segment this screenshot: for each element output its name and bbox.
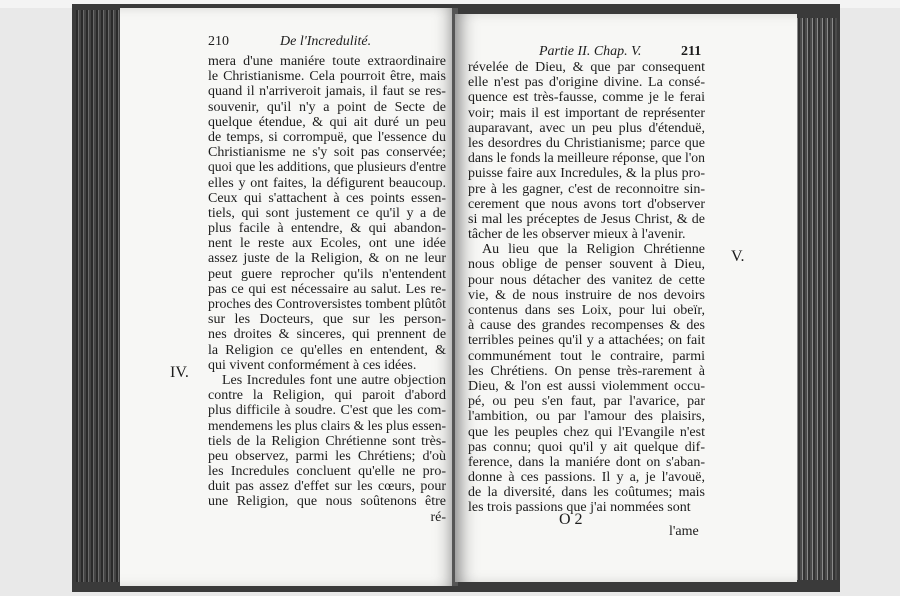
- text-line-content: les trois passions que j'ai nommées sont: [468, 500, 691, 516]
- text-line: [208, 449, 446, 464]
- margin-section-number: IV.: [170, 364, 189, 381]
- text-line: [468, 106, 705, 121]
- text-line: [468, 485, 705, 500]
- text-line-content: quence est très-fausse, comme je le ferai: [468, 90, 705, 106]
- text-line: [208, 145, 446, 160]
- text-line: [468, 303, 705, 318]
- text-line-content: le Christianisme. Cela pourroit être, mais: [208, 69, 447, 85]
- page-number: 210: [208, 34, 229, 49]
- text-line: [208, 419, 446, 434]
- text-line: [208, 176, 446, 191]
- text-line: [468, 318, 705, 333]
- text-block: [208, 54, 446, 525]
- text-line: [468, 379, 705, 394]
- text-line-content: elle n'est pas d'origine divine. La consé-: [468, 75, 705, 91]
- text-line-content: quand il n'arriveroit jamais, il faut se res-: [208, 84, 446, 100]
- text-line-content: Dieu, & l'on est aussi violemment occu-: [468, 378, 706, 394]
- catchword: l'ame: [669, 524, 699, 539]
- text-line: [208, 358, 446, 373]
- right-page: [455, 14, 797, 582]
- text-line: [468, 90, 705, 105]
- text-line: [468, 182, 705, 197]
- text-line-content: Au lieu que la Religion Chrétienne: [482, 242, 706, 258]
- text-line: [208, 236, 446, 251]
- text-line: [468, 166, 705, 181]
- text-line: [468, 257, 705, 272]
- page-edges-right: [795, 18, 837, 580]
- text-line-content: les Chrétiens. On pense très-rarement à: [468, 363, 705, 379]
- text-line-content: l'ambition, ou par l'amour des plaisirs,: [468, 409, 705, 425]
- text-line: [208, 297, 446, 312]
- text-line-content: donne à ces passions. Il y a, je l'avouë,: [468, 470, 706, 486]
- text-line-content: nes droites & sinceres, qui prennent de: [208, 327, 447, 343]
- text-line-content: plus difficile à soudre. C'est que les com-: [208, 403, 447, 419]
- text-line: [468, 212, 705, 227]
- text-line-content: duit pas assez d'effet sur les cœurs, pour: [208, 479, 447, 495]
- text-line-content: de la diversité, dans les coûtumes; mais: [468, 485, 706, 501]
- text-line-content: à cause des grandes recompenses & des: [468, 318, 705, 334]
- text-line: [468, 425, 705, 440]
- text-line-content: auparavant, avec un peu plus d'étenduë,: [468, 120, 706, 136]
- running-head: Partie II. Chap. V.: [539, 44, 642, 59]
- text-line-content: sur les Docteurs, que sur les person-: [208, 312, 447, 328]
- left-page: [120, 8, 457, 586]
- text-line-content: tâcher de les observer mieux à l'avenir.: [468, 227, 686, 243]
- text-line: [208, 191, 446, 206]
- text-line: [208, 115, 446, 130]
- text-line-content: communément tout le contraire, parmi: [468, 348, 705, 364]
- text-line: [468, 500, 705, 515]
- text-line: [208, 221, 446, 236]
- text-line-content: pé, ou peu s'en faut, par l'avarice, par: [468, 394, 705, 410]
- text-line-content: cerement que nous avons tort d'observer: [468, 196, 705, 212]
- text-line: [208, 54, 446, 69]
- text-line-content: Les Incredules font une autre objection: [222, 372, 447, 388]
- text-line-content: Christianisme ne s'y soit pas conservée;: [208, 145, 447, 161]
- page-number: 211: [681, 44, 702, 59]
- margin-section-number: V.: [731, 248, 745, 265]
- text-line: [468, 75, 705, 90]
- text-line-content: tiels, qui sont justement ce qu'il y a de: [208, 205, 446, 221]
- signature-mark: O 2: [559, 511, 583, 528]
- text-line: [468, 364, 705, 379]
- text-line-content: les Incredules concluent qu'elle ne pro-: [208, 464, 446, 480]
- text-line-content: que les peuples chez qui l'Evangile n'est: [468, 424, 705, 440]
- text-line: [208, 160, 446, 175]
- text-line: [468, 394, 705, 409]
- text-line-content: la Religion ce qu'elles en entendent, &: [208, 342, 446, 358]
- text-line: [468, 151, 705, 166]
- text-line-content: ré-: [430, 509, 446, 525]
- text-line: [468, 349, 705, 364]
- running-head: De l'Incredulité.: [280, 34, 372, 49]
- text-line-content: mera d'une maniére toute extraordinaire: [208, 54, 446, 69]
- text-line-content: dans le fonds la meilleure réponse, que l'on: [468, 151, 706, 167]
- text-line: [468, 470, 705, 485]
- text-line-content: mendemens les plus clairs & les plus essen-: [208, 418, 447, 434]
- text-line-content: souvenir, qu'il n'y a point de Secte de: [208, 99, 446, 115]
- text-line: [468, 288, 705, 303]
- text-line: [208, 84, 446, 99]
- text-line-content: tiels de la Religion Chrétienne sont très-: [208, 433, 446, 449]
- page-edges-left: [76, 10, 122, 582]
- text-line-content: pas ce qui est nécessaire au salut. Les re-: [208, 281, 446, 297]
- text-line: [208, 434, 446, 449]
- text-line-content: nent le reste aux Ecoles, ont une idée: [208, 236, 446, 252]
- text-line: [208, 206, 446, 221]
- text-line-content: contre la Religion, qui paroit d'abord: [208, 388, 446, 404]
- text-line-content: vie, & de nous instruire de nos devoirs: [468, 287, 705, 303]
- text-line-content: ference, dans la maniére dont on s'aban-: [468, 454, 706, 470]
- text-line: [468, 60, 705, 75]
- text-line: [208, 464, 446, 479]
- text-line-content: voir; mais il est important de représenter: [468, 105, 706, 121]
- text-line: [468, 409, 705, 424]
- text-line-content: quoi que les additions, que plusieurs d'entre: [208, 160, 447, 176]
- text-line: [208, 510, 446, 525]
- text-line-content: peut guere reprocher qu'ils n'entendent: [208, 266, 446, 282]
- text-line-content: elles y ont faites, la défigurent beaucoup.: [208, 175, 446, 191]
- text-block: [468, 60, 705, 516]
- text-line-content: pre à les gagner, c'est de reconnoitre sin-: [468, 181, 706, 197]
- text-line-content: les desordres du Christianisme; parce que: [468, 135, 705, 151]
- text-line: [468, 121, 705, 136]
- text-line-content: plus facile à entendre, & qui abandon-: [208, 221, 447, 237]
- text-line-content: révelée de Dieu, & que par consequent: [468, 60, 705, 75]
- text-line: [208, 312, 446, 327]
- text-line: [468, 136, 705, 151]
- text-line: [208, 100, 446, 115]
- text-line: [468, 227, 705, 242]
- text-line-content: qui vivent conformément à ces idées.: [208, 357, 417, 373]
- text-line: [208, 327, 446, 342]
- text-line: [468, 440, 705, 455]
- text-line: [468, 455, 705, 470]
- text-line-content: pas connu; quoi qu'il y ait quelque dif-: [468, 439, 705, 455]
- text-line: [468, 333, 705, 348]
- text-line: [468, 273, 705, 288]
- text-line-content: pour nous détacher des vanitez de cette: [468, 272, 705, 288]
- text-line-content: si mal les préceptes de Jesus Christ, & de: [468, 211, 706, 227]
- text-line: [208, 479, 446, 494]
- text-line-content: assez juste de la Religion, & on ne leur: [208, 251, 447, 267]
- text-line-content: quelque étendue, & qui ait duré un peu: [208, 114, 447, 130]
- text-line-content: puisse faire aux Incredules, & la plus pro-: [468, 166, 705, 182]
- text-line: [208, 373, 446, 388]
- text-line-content: terribles peines qu'il y a attachées; on fait: [468, 333, 706, 349]
- text-line: [468, 197, 705, 212]
- text-line: [208, 494, 446, 509]
- text-line-content: peu observez, parmi les Chrétiens; d'où: [208, 448, 446, 464]
- text-line: [468, 242, 705, 257]
- text-line: [208, 403, 446, 418]
- text-line-content: nous oblige de penser souvent à Dieu,: [468, 257, 705, 273]
- text-line-content: contenus dans ses Loix, pour lui obeïr,: [468, 303, 705, 318]
- text-line: [208, 251, 446, 266]
- text-line-content: Ceux qui s'attachent à ces points essen-: [208, 190, 447, 206]
- text-line: [208, 282, 446, 297]
- text-line: [208, 267, 446, 282]
- text-line: [208, 130, 446, 145]
- text-line: [208, 69, 446, 84]
- text-line: [208, 343, 446, 358]
- text-line-content: proches des Controversistes tombent plûtôt: [208, 297, 446, 312]
- text-line-content: de temps, si corrompuë, que l'essence du: [208, 129, 446, 145]
- text-line: [208, 388, 446, 403]
- text-line-content: une Religion, que nous soûtenons être: [208, 494, 446, 510]
